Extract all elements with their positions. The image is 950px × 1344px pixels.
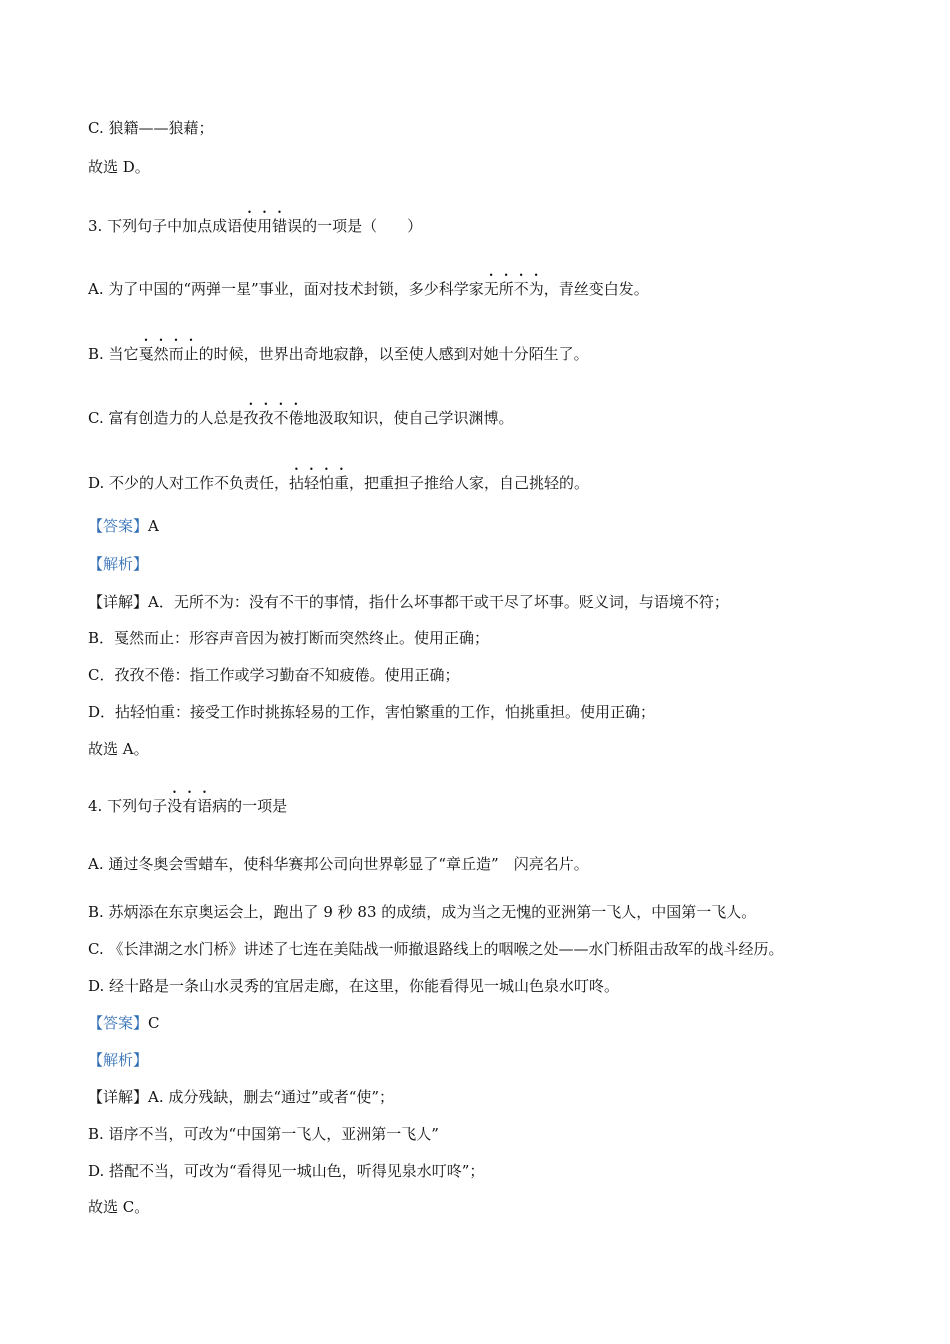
detail-4-d: D. 搭配不当，可改为“看得见一城山色，听得见泉水叮咚”； (88, 1162, 485, 1180)
analysis-4-tag: 【解析】 (88, 1051, 149, 1069)
detail-3-c: C．孜孜不倦：指工作或学习勤奋不知疲倦。使用正确； (88, 666, 460, 684)
question-3-option-c: C. 富有创造力的人总是孜孜不倦地汲取知识，使自己学识渊博。 (88, 409, 514, 427)
answer-tag: 【答案】 (88, 1014, 149, 1032)
select-3: 故选 A。 (88, 740, 149, 758)
detail-4-a: 【详解】A. 成分残缺，删去“通过”或者“使”； (88, 1088, 395, 1106)
emphasized-phrase: 没有语 (167, 797, 213, 815)
question-4-option-a: A. 通过冬奥会雪蜡车，使科华赛邦公司向世界彰显了“章丘造” 闪亮名片。 (88, 855, 589, 873)
question-4-stem: 4. 下列句子没有语病的一项是 (88, 797, 288, 815)
analysis-3-tag: 【解析】 (88, 555, 149, 573)
emphasized-idiom: 戛然而止 (138, 345, 199, 363)
select-4: 故选 C。 (88, 1198, 150, 1216)
detail-4-b: B. 语序不当，可改为“中国第一飞人，亚洲第一飞人” (88, 1125, 439, 1143)
question-4-option-d: D. 经十路是一条山水灵秀的宜居走廊，在这里，你能看得见一城山色泉水叮咚。 (88, 977, 620, 995)
question-3-option-d: D. 不少的人对工作不负责任，拈轻怕重，把重担子推给人家，自己挑轻的。 (88, 474, 590, 492)
emphasized-idiom: 拈轻怕重 (289, 474, 350, 492)
emphasized-idiom: 无所不为 (483, 280, 544, 298)
text-line-c-correction: C. 狼籍——狼藉； (88, 119, 214, 137)
question-3-option-b: B. 当它戛然而止的时候，世界出奇地寂静，以至使人感到对她十分陌生了。 (88, 345, 589, 363)
question-4-option-b: B. 苏炳添在东京奥运会上，跑出了 9 秒 83 的成绩，成为当之无愧的亚洲第一飞人，中国第一飞人。 (88, 903, 757, 921)
question-3-stem: 3. 下列句子中加点成语使用错误的一项是（ ） (88, 217, 423, 235)
emphasized-idiom: 孜孜不倦 (243, 409, 304, 427)
answer-3: 【答案】A (88, 517, 159, 535)
text-line-select-d: 故选 D。 (88, 158, 150, 176)
detail-3-d: D．拈轻怕重：接受工作时挑拣轻易的工作，害怕繁重的工作，怕挑重担。使用正确； (88, 703, 656, 721)
question-4-option-c: C. 《长津湖之水门桥》讲述了七连在美陆战一师撤退路线上的咽喉之处——水门桥阻击敌军的战斗经历。 (88, 940, 784, 958)
detail-3-b: B．戛然而止：形容声音因为被打断而突然终止。使用正确； (88, 629, 490, 647)
detail-3-a: 【详解】A．无所不为：没有不干的事情，指什么坏事都干或干尽了坏事。贬义词，与语境不符； (88, 593, 729, 611)
question-3-option-a: A. 为了中国的“两弹一星”事业，面对技术封锁，多少科学家无所不为，青丝变白发。 (88, 280, 649, 298)
answer-tag: 【答案】 (88, 517, 149, 535)
emphasized-phrase: 使用错 (242, 217, 288, 235)
answer-4: 【答案】C (88, 1014, 160, 1032)
